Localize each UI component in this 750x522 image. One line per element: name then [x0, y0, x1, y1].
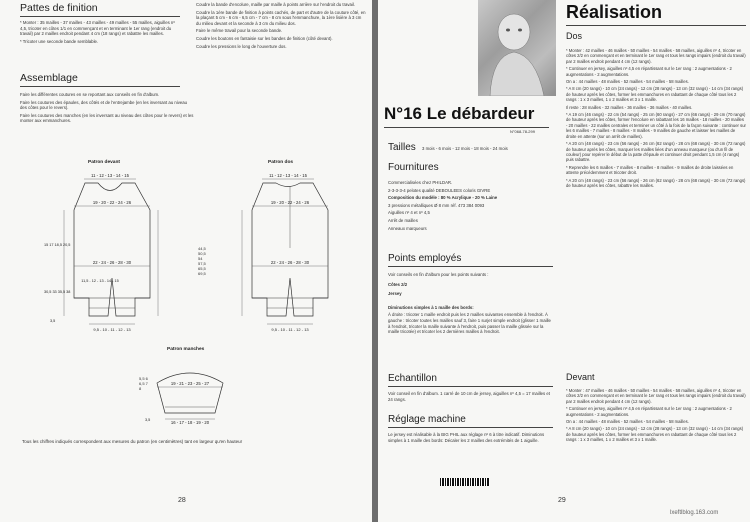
dos-instructions: * Monter : 42 mailles - 46 mailles - 50 mailles - 54 mailles - 58 mailles, aiguilles nº 4, tricoter en côtes 2/2 en commençant et en terminant le 1er rang et tous les rangs impairs (endroit du travail) par 2 mailles endroit pendant 4 cm (12 rangs). * Continuer en jersey, aiguilles nº 4,5 en répartissant sur le 1er rang : 2 augmentations - 2 augmentations - 2 augmentations. On a : 44 mailles - 48 mailles - 52 mailles - 54 mailles - 58 mailles. * A 8 cm (20 rangs) - 10 cm (24 rangs) - 12 cm (28 rangs) - 13 cm (32 rangs) - 14 cm (34 rangs) de hauteur après les côtes, former les emmanchures en rabattant de chaque côté tous les 2 rangs : 1 x 3 mailles, 1 x 2 mailles et 3 x 1 maille. Il reste : 28 mailles - 32 mailles - 36 mailles - 36 mailles - 40 mailles. * A 19 cm (46 rangs) - 22 cm (54 rangs) - 25 cm (60 rangs) - 27 cm (66 rangs) - 29 cm (70 rangs) de hauteur après les côtes, former l'encolure en rabattant les 16 mailles - 18 mailles - 20 mailles - 20 mailles - 22 mailles centrales et terminer un côté à la fois de la façon suivante : continuer sur les 6 mailles - 7 mailles - 8 mailles - 8 mailles - 9 mailles de gauche et laisser les mailles de droite en attente (sur un arrêt de mailles). * A 20 cm (48 rangs) - 23 cm (56 rangs) - 26 cm (62 rangs) - 28 cm (68 rangs) - 30 cm (72 rangs) de hauteur après les côtes, marquer les mailles liées d'un anneau marqueur (ou d'un fil de couleur) pour repérer le début de la patte d'épaule et continuer droit pendant 1,5 cm (4 rangs) puis rabattre. * Reprendre les 6 mailles - 7 mailles - 8 mailles - 8 mailles - 9 mailles de droite laissées en attente précédemment et tricoter droit. * A 20 cm (48 rangs) - 23 cm (56 rangs) - 26 cm (62 rangs) - 28 cm (68 rangs) - 30 cm (72 rangs) de hauteur après les côtes, rabattre les mailles. [566, 48, 746, 188]
realisation-title: Réalisation [566, 2, 663, 22]
rib-height-label: 3,5 [50, 319, 56, 323]
footnote: Tous les chiffres indiqués correspondent aux mesures du patron (en centimètres) tant en largeur qu'en hauteur [22, 439, 243, 444]
sizes-values: 3 mois - 6 mois - 12 mois - 18 mois - 24 mois [422, 146, 508, 151]
assemblage-text: Faire les différentes coutures en se reportant aux conseils en fin d'album. Faire les coutures des épaules, des côtés et de l'entrejambe (en les inversant au niveau des côtes pour le revers). Faire les coutures des manches (en les inversant au niveau des côtes pour le revers) et les monter aux emmanchures. [20, 92, 194, 124]
assemblage-title: Assemblage [20, 72, 78, 84]
reglage-title: Réglage machine [388, 414, 466, 425]
devant-instructions: * Monter : 47 mailles - 46 mailles - 50 mailles - 54 mailles - 58 mailles, aiguilles nº 4, tricoter en côtes 2/2 en commençant et en terminant le 1er rang et tous les rangs impairs (endroit du travail) par 2 mailles endroit pendant 4 cm (12 rangs). * Continuer en jersey, aiguilles nº 4,5 en répartissant sur le 1er rang : 2 augmentations - 2 augmentations - 2 augmentations. On a : 44 mailles - 48 mailles - 52 mailles - 54 mailles - 58 mailles. * A 8 cm (20 rangs) - 10 cm (24 rangs) - 12 cm (28 rangs) - 13 cm (32 rangs) - 14 cm (34 rangs) de hauteur après les côtes, former les emmanchures en rabattant de chaque côté tous les 2 rangs : 1 x 3 mailles, 1 x 2 mailles et 3 x 1 maille. [566, 388, 746, 443]
dos-pattern-title: Patron dos [268, 160, 294, 165]
bottom-width-label: 9,5 - 10 - 11 - 12 - 13 [93, 327, 131, 332]
chest-width-label: 19 - 20 - 22 - 24 - 26 [270, 200, 310, 205]
top-width-label: 11 - 12 - 13 - 14 - 15 [269, 173, 307, 178]
gauge-text: Voir conseil en fin d'album. 1 carré de 10 cm de jersey, aiguilles nº 4,5 = 17 mailles et 24 rangs. [388, 391, 550, 402]
tailles-title: Tailles [388, 142, 416, 153]
reference-number: N°068-78-299 [510, 129, 535, 134]
divider [20, 16, 180, 17]
sleeve-bottom-label: 16 - 17 - 18 - 19 - 20 [170, 420, 210, 425]
right-page [378, 0, 750, 522]
left-page [0, 0, 372, 522]
sleeve-rib-label: 3,5 [145, 418, 151, 422]
dos-title: Dos [566, 31, 583, 41]
finishing-text-column: Coudre la bande d'encolure, maille par maille à points arrière sur l'endroit du travail. Coudre la 1ère bande de finition à points cachés, de part et d'autre de la couture côté, en la plaçant 5 cm - 6 cm - 6,5 cm - 7 cm - 8 cm sous l'emmanchure, la 1ère lisière à 3 cm du milieu devant et la seconde à 3 cm du milieu dos. Faire le même travail pour la seconde bande. Coudre les boutons en fantaisie sur les bandes de finition (côté devant). Coudre les pressions le long de l'ouverture dos. [196, 2, 366, 49]
front-pattern-diagram [40, 168, 190, 343]
divider [384, 127, 549, 128]
waist-width-label: 22 - 24 - 26 - 28 - 30 [270, 260, 310, 265]
left-height-label: 30,5 33 35,5 38 [44, 290, 71, 294]
pattes-title: Pattes de finition [20, 2, 98, 14]
photo-figure [478, 0, 556, 96]
page-number: 29 [558, 497, 566, 504]
baby-photo [478, 0, 556, 96]
echantillon-title: Echantillon [388, 373, 437, 384]
fournitures-title: Fournitures [388, 162, 439, 173]
top-width-label: 11 - 12 - 13 - 14 - 15 [91, 173, 129, 178]
barcode [440, 478, 490, 486]
side-measure-label: 44,5 50,5 54 57,5 65,5 69,5 [198, 246, 206, 276]
leg-width-label: 11,5 - 12 - 13 - 14 - 15 [81, 279, 119, 283]
pattern-title: N°16 Le débardeur [384, 104, 535, 123]
sleeve-top-label: 19 - 21 - 23 - 25 - 27 [170, 381, 210, 386]
left-height-label: 15 17 18,5 20,5 [44, 243, 71, 247]
back-pattern-diagram [218, 168, 368, 343]
pattes-text: * Monter : 35 mailles - 37 mailles - 43 mailles - 49 mailles - 55 mailles, aiguilles nº 4,5, tricoter en côtes 1/1 en commençant et en terminant le 1er rang (endroit du travail) par 2 mailles endroit pendant 4 cm (18 rangs) et rabattre les mailles. * Tricoter une seconde bande semblable. [20, 20, 175, 44]
divider [566, 25, 746, 26]
sleeve-pattern-diagram [135, 353, 245, 428]
divider [388, 386, 553, 387]
manches-pattern-title: Patron manches [167, 347, 205, 352]
bottom-width-label: 9,5 - 10 - 11 - 12 - 13 [271, 327, 309, 332]
stitches-text: Voir conseils en fin d'album pour les points suivants : Côtes 2/2 Jersey Diminutions simples à 1 maille des bords: À droite : tricoter 1 maille endroit puis les 2 mailles suivantes ensemble à l'endroit. À gauche : tricoter toutes les mailles sauf 3, faire 1 surjet simple endroit (glisser 1 maille à l'endroit, tricoter la maille suivante à l'endroit, puis passer la maille glissée sur la maille tricotée) et tricoter les 2 dernières mailles à l'endroit. [388, 272, 551, 335]
devant-pattern-title: Patron devant [88, 160, 120, 165]
machine-settings-text: Le jersey est réalisable à la BIG PHIL aux réglage nº 6 à titre indicatif. Diminutions simples à 1 maille des bords: Décaler les 2 mailles des extrémités de 1 aiguille. [388, 432, 545, 443]
chest-width-label: 19 - 20 - 22 - 24 - 26 [92, 200, 132, 205]
points-title: Points employés [388, 253, 462, 264]
supplies-list: Commercialisées chez PHILDAR. 2-3-3-3-4 pelotes qualité DEBOULEES coloris GIVRE Composition du modèle : 80 % Acrylique - 20 % Laine 3 pressions métalliques Ø 8 mm réf. 473 384 0093 Aiguilles nº 4 et nº 4,5 Arrêt de mailles Anneaux marqueurs [388, 180, 498, 231]
watermark: lxeftlblog.163.com [670, 510, 719, 516]
devant-title: Devant [566, 372, 595, 382]
divider [388, 266, 553, 267]
sleeve-side-label: 5,5 6 6,5 7 8 [139, 376, 148, 391]
page-number: 28 [178, 497, 186, 504]
divider [388, 427, 553, 428]
divider [20, 86, 180, 87]
waist-width-label: 22 - 24 - 26 - 28 - 30 [92, 260, 132, 265]
